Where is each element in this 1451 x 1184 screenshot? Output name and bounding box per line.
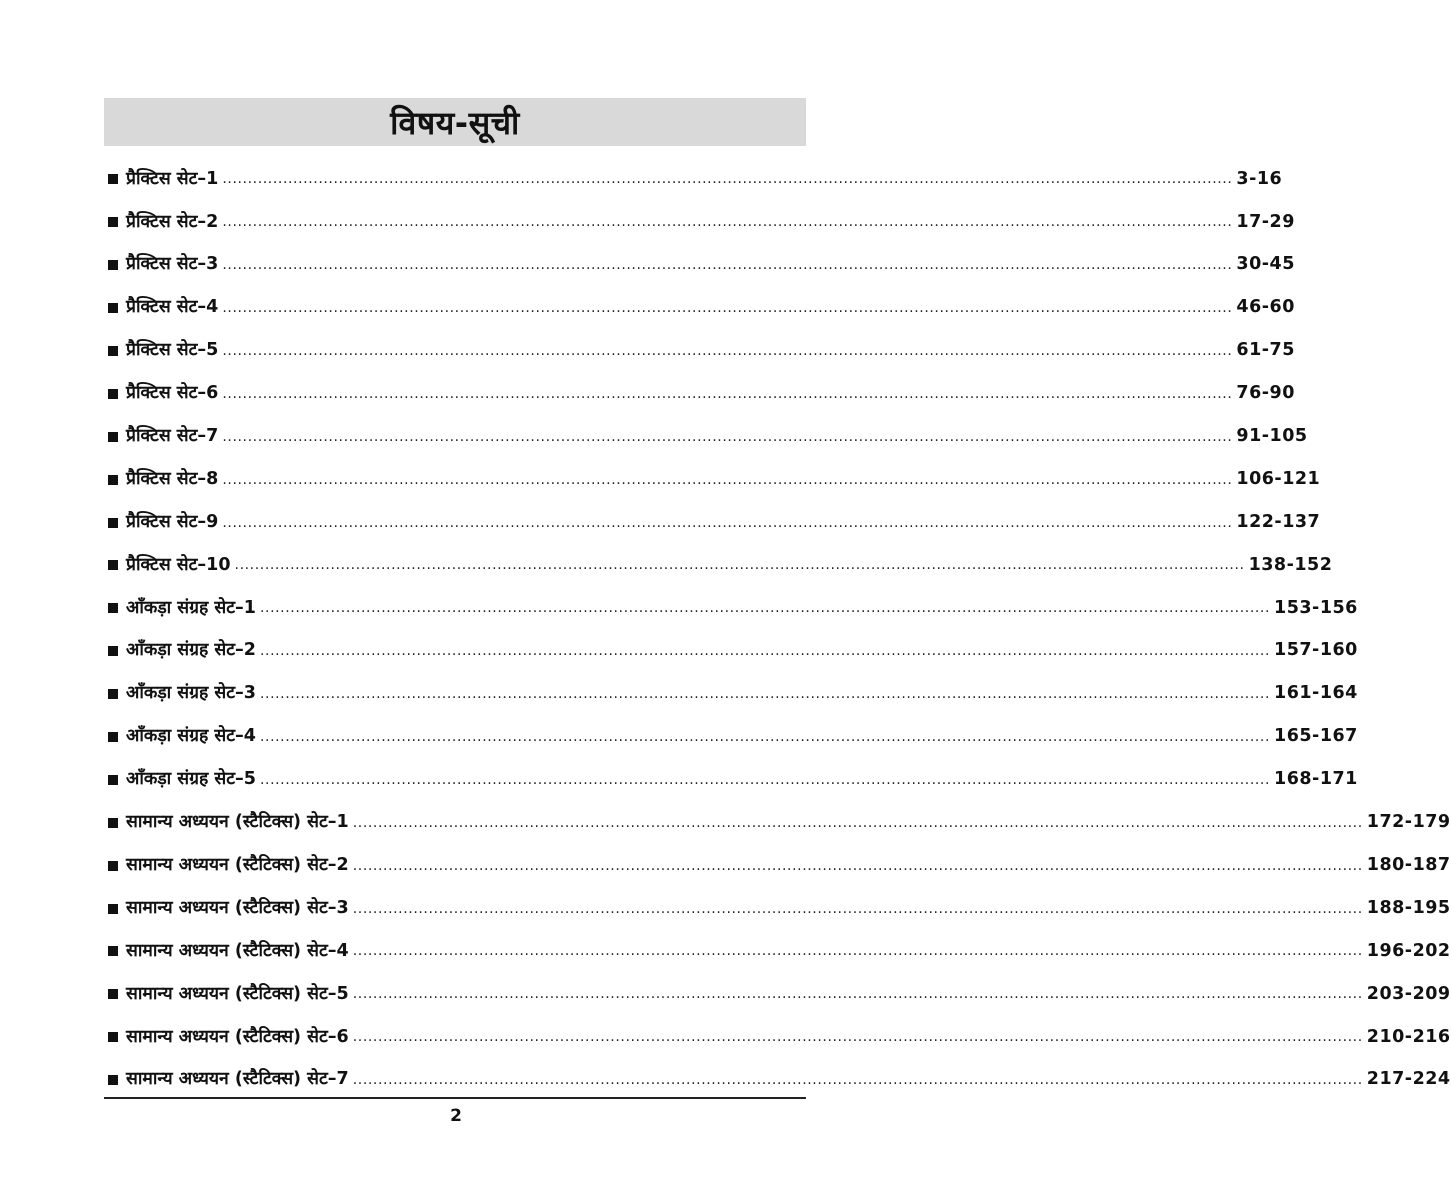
- dot-leader: ........................................................................................................................................................................................................: [222, 300, 1233, 317]
- square-bullet-icon: [108, 432, 118, 442]
- toc-entry-label: प्रैक्टिस सेट–10: [126, 554, 231, 575]
- square-bullet-icon: [108, 732, 118, 742]
- toc-entry-pages: 122-137: [1236, 511, 1321, 532]
- dot-leader: ........................................................................................................................................................................................................: [352, 814, 1363, 831]
- toc-entry-label: सामान्य अध्ययन (स्टैटिक्स) सेट–7: [126, 1069, 349, 1090]
- toc-entry: [108, 887, 1451, 930]
- dot-leader: ........................................................................................................................................................................................................: [222, 214, 1233, 231]
- toc-entry-label: आँकड़ा संग्रह सेट–1: [126, 597, 256, 618]
- table-of-contents: [108, 158, 1451, 1102]
- toc-entry-pages: 61-75: [1236, 340, 1295, 361]
- toc-entry-label: सामान्य अध्ययन (स्टैटिक्स) सेट–4: [126, 940, 349, 961]
- dot-leader: ........................................................................................................................................................................................................: [222, 171, 1233, 188]
- toc-entry-pages: 210-216: [1366, 1026, 1451, 1047]
- dot-leader: ........................................................................................................................................................................................................: [222, 514, 1233, 531]
- dot-leader: ........................................................................................................................................................................................................: [259, 729, 1271, 746]
- square-bullet-icon: [108, 1075, 118, 1085]
- toc-entry-pages: 196-202: [1366, 940, 1451, 961]
- toc-entry-pages: 188-195: [1366, 897, 1451, 918]
- toc-entry-label: प्रैक्टिस सेट–5: [126, 340, 219, 361]
- toc-entry-pages: 161-164: [1274, 683, 1358, 704]
- toc-entry: [108, 844, 1451, 887]
- toc-entry-label: सामान्य अध्ययन (स्टैटिक्स) सेट–3: [126, 897, 349, 918]
- dot-leader: ........................................................................................................................................................................................................: [259, 643, 1271, 660]
- toc-entry-label: प्रैक्टिस सेट–6: [126, 383, 219, 404]
- footer-divider: [104, 1097, 806, 1099]
- square-bullet-icon: [108, 861, 118, 871]
- toc-entry: [108, 758, 1358, 801]
- toc-entry: [108, 544, 1333, 587]
- square-bullet-icon: [108, 174, 118, 184]
- dot-leader: ........................................................................................................................................................................................................: [352, 1072, 1363, 1089]
- toc-entry-label: आँकड़ा संग्रह सेट–2: [126, 640, 256, 661]
- toc-entry-label: आँकड़ा संग्रह सेट–3: [126, 683, 256, 704]
- square-bullet-icon: [108, 217, 118, 227]
- toc-entry: [108, 158, 1283, 201]
- toc-entry-pages: 165-167: [1274, 726, 1358, 747]
- toc-entry: [108, 716, 1358, 759]
- page-number: 2: [450, 1106, 462, 1126]
- toc-entry: [108, 930, 1451, 973]
- toc-entry-label: प्रैक्टिस सेट–7: [126, 426, 219, 447]
- toc-entry-label: प्रैक्टिस सेट–3: [126, 254, 219, 275]
- toc-entry-pages: 17-29: [1236, 211, 1295, 232]
- square-bullet-icon: [108, 646, 118, 656]
- toc-entry-pages: 153-156: [1274, 597, 1358, 618]
- square-bullet-icon: [108, 689, 118, 699]
- toc-entry: [108, 287, 1295, 330]
- toc-entry: [108, 201, 1295, 244]
- toc-entry: [108, 458, 1321, 501]
- dot-leader: ........................................................................................................................................................................................................: [259, 686, 1271, 703]
- dot-leader: ........................................................................................................................................................................................................: [352, 986, 1363, 1003]
- toc-entry-pages: 172-179: [1366, 812, 1451, 833]
- square-bullet-icon: [108, 303, 118, 313]
- toc-entry-label: प्रैक्टिस सेट–8: [126, 468, 219, 489]
- toc-entry: [108, 415, 1308, 458]
- toc-entry-label: सामान्य अध्ययन (स्टैटिक्स) सेट–2: [126, 854, 349, 875]
- dot-leader: ........................................................................................................................................................................................................: [259, 771, 1271, 788]
- toc-entry-pages: 180-187: [1366, 854, 1451, 875]
- toc-entry: [108, 630, 1358, 673]
- square-bullet-icon: [108, 475, 118, 485]
- square-bullet-icon: [108, 560, 118, 570]
- dot-leader: ........................................................................................................................................................................................................: [222, 471, 1233, 488]
- dot-leader: ........................................................................................................................................................................................................: [222, 257, 1233, 274]
- toc-entry-pages: 168-171: [1274, 769, 1358, 790]
- square-bullet-icon: [108, 818, 118, 828]
- toc-entry-pages: 30-45: [1236, 254, 1295, 275]
- square-bullet-icon: [108, 603, 118, 613]
- toc-entry-pages: 217-224: [1366, 1069, 1451, 1090]
- toc-entry-pages: 138-152: [1248, 554, 1333, 575]
- toc-entry-label: प्रैक्टिस सेट–9: [126, 511, 219, 532]
- toc-entry-pages: 76-90: [1236, 383, 1295, 404]
- toc-entry-label: प्रैक्टिस सेट–4: [126, 297, 219, 318]
- square-bullet-icon: [108, 260, 118, 270]
- square-bullet-icon: [108, 346, 118, 356]
- dot-leader: ........................................................................................................................................................................................................: [222, 343, 1233, 359]
- square-bullet-icon: [108, 989, 118, 999]
- dot-leader: ........................................................................................................................................................................................................: [222, 428, 1233, 445]
- toc-entry: [108, 330, 1295, 373]
- dot-leader: ........................................................................................................................................................................................................: [352, 857, 1363, 874]
- square-bullet-icon: [108, 518, 118, 528]
- page-title: विषय-सूची: [390, 103, 520, 142]
- title-banner: [104, 98, 806, 146]
- dot-leader: ........................................................................................................................................................................................................: [222, 385, 1233, 402]
- toc-entry-label: आँकड़ा संग्रह सेट–4: [126, 726, 256, 747]
- toc-entry-label: सामान्य अध्ययन (स्टैटिक्स) सेट–5: [126, 983, 349, 1004]
- toc-entry: [108, 1016, 1451, 1059]
- toc-entry-label: सामान्य अध्ययन (स्टैटिक्स) सेट–6: [126, 1026, 349, 1047]
- toc-entry: [108, 244, 1295, 287]
- dot-leader: ........................................................................................................................................................................................................: [259, 600, 1271, 617]
- dot-leader: ........................................................................................................................................................................................................: [352, 1029, 1363, 1046]
- toc-entry-pages: 106-121: [1236, 468, 1321, 489]
- square-bullet-icon: [108, 946, 118, 956]
- toc-entry-label: प्रैक्टिस सेट–1: [126, 168, 219, 189]
- toc-entry: [108, 587, 1358, 630]
- dot-leader: ........................................................................................................................................................................................................: [352, 943, 1363, 960]
- toc-entry: [108, 372, 1295, 415]
- toc-entry-label: आँकड़ा संग्रह सेट–5: [126, 769, 256, 790]
- toc-entry-pages: 3-16: [1236, 168, 1283, 189]
- toc-entry-label: प्रैक्टिस सेट–2: [126, 211, 219, 232]
- toc-entry-label: सामान्य अध्ययन (स्टैटिक्स) सेट–1: [126, 812, 349, 833]
- toc-entry: [108, 801, 1451, 844]
- square-bullet-icon: [108, 775, 118, 785]
- toc-entry-pages: 46-60: [1236, 297, 1295, 318]
- toc-entry-pages: 91-105: [1236, 426, 1308, 447]
- toc-entry-pages: 157-160: [1274, 640, 1358, 661]
- toc-entry: [108, 501, 1321, 544]
- toc-entry: [108, 1059, 1451, 1102]
- dot-leader: ........................................................................................................................................................................................................: [352, 900, 1363, 917]
- square-bullet-icon: [108, 1032, 118, 1042]
- toc-entry-pages: 203-209: [1366, 983, 1451, 1004]
- toc-entry: [108, 673, 1358, 716]
- square-bullet-icon: [108, 389, 118, 399]
- dot-leader: ........................................................................................................................................................................................................: [234, 557, 1245, 574]
- square-bullet-icon: [108, 904, 118, 914]
- toc-entry: [108, 973, 1451, 1016]
